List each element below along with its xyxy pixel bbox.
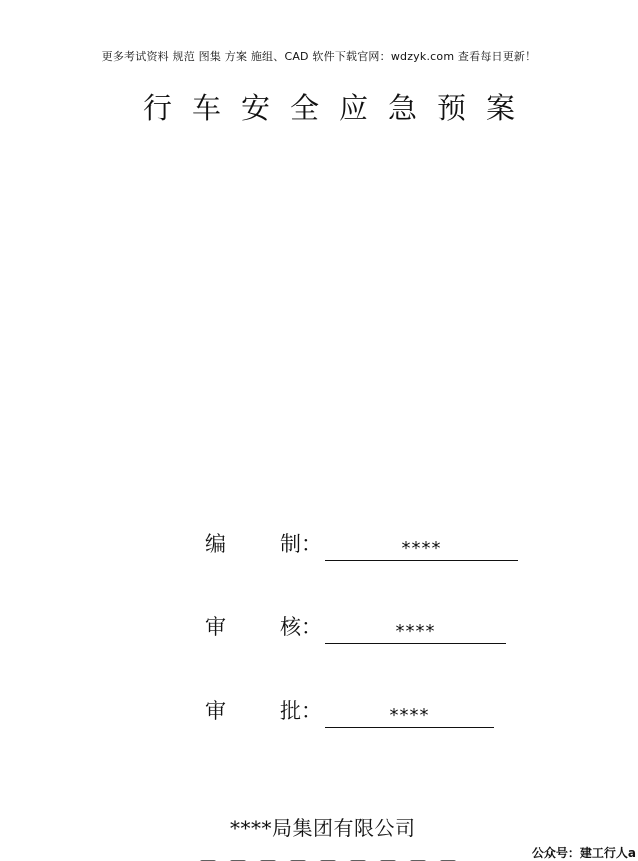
company-name: ****局集团有限公司 xyxy=(230,816,416,840)
watermark: 公众号：建工行人a xyxy=(531,846,636,860)
header-note: 更多考试资料 规范 图集 方案 施组、CAD 软件下载官网：wdzyk.com 查看每日更新！ xyxy=(101,50,537,63)
field-compiled-by xyxy=(205,530,442,559)
field-value: **** xyxy=(325,705,494,728)
field-value: **** xyxy=(325,538,518,561)
field-label-char: 审 xyxy=(205,615,226,639)
field-label-char: 编 xyxy=(205,532,226,556)
cut-off-text-line xyxy=(200,853,490,861)
field-value: **** xyxy=(325,621,506,644)
field-label-suffix: 制： xyxy=(280,532,322,556)
document-title: 行车安全应急预案 xyxy=(143,91,536,125)
field-label-suffix: 批： xyxy=(280,699,322,723)
field-reviewed-by xyxy=(205,613,436,642)
field-label-char: 审 xyxy=(205,699,226,723)
field-approved-by xyxy=(205,697,430,726)
field-label-suffix: 核： xyxy=(280,615,322,639)
